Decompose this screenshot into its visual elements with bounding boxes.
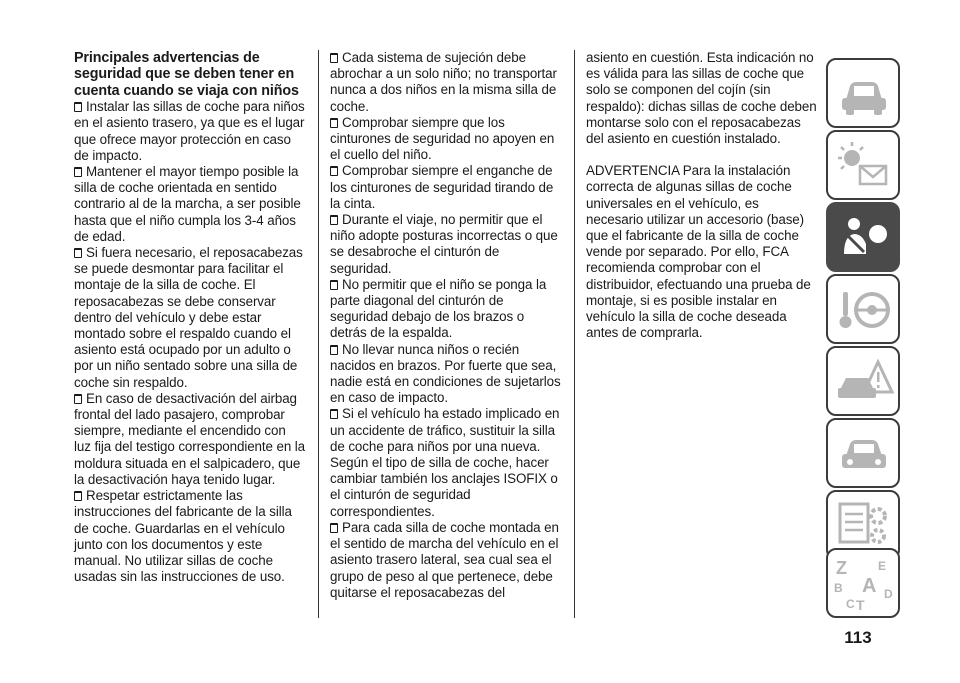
chapter-tab-emergency[interactable] (826, 346, 900, 416)
safety-item (330, 406, 562, 519)
safety-item-text: En caso de desactivación del airbag frontal del lado pasajero, comprobar siempre, mediante el encendido con luz fija del testigo correspondiente en la moldura situada en el salpicadero, que la desactivación haya tenido lugar. (74, 390, 306, 487)
safety-item-text: Si el vehículo ha estado implicado en un accidente de tráfico, sustituir la silla de coche para niños por una nueva. Según el tipo de silla de coche, hacer cambiar también los anclajes ISOFIX o el cinturón de seguridad correspondientes. (330, 406, 560, 519)
safety-item-text: No llevar nunca niños o recién nacidos en brazos. Por fuerte que sea, nadie está en condiciones de sujetarlos en caso de impacto. (330, 341, 561, 406)
index-letter: C (846, 597, 855, 611)
safety-list-2 (330, 50, 562, 601)
bullet-icon (330, 409, 338, 419)
safety-item (330, 50, 562, 115)
safety-item (330, 277, 562, 342)
safety-item-text: Durante el viaje, no permitir que el niño adopte posturas incorrectas o que se desabroche el cinturón de seguridad. (330, 212, 558, 276)
safety-item (330, 520, 562, 601)
safety-item (74, 99, 306, 164)
column-divider (318, 50, 319, 618)
bullet-icon (330, 53, 338, 63)
safety-item (330, 212, 562, 277)
bullet-icon (74, 102, 82, 112)
maintenance-car-icon (828, 420, 898, 486)
safety-item-text: Instalar las sillas de coche para niños en el asiento trasero, ya que es el lugar que ofrece mayor protección en caso de impacto. (74, 99, 305, 163)
safety-item (330, 163, 562, 212)
bullet-icon (74, 167, 82, 177)
chapter-tab-warning-lights[interactable] (826, 130, 900, 200)
index-letter: T (856, 597, 865, 613)
text-column-3 (586, 50, 818, 341)
safety-item-text: Mantener el mayor tiempo posible la silla de coche orientada en sentido contrario al de la marcha, a ser posible hasta que el niño cumpla los 3-4 años de edad. (74, 164, 301, 244)
safety-item-text: Respetar estrictamente las instrucciones del fabricante de la silla de coche. Guardarlas en el vehículo junto con los documentos y este manual. No utilizar sillas de coche usadas sin las instrucciones de uso. (74, 488, 292, 585)
index-letter: E (878, 559, 887, 573)
safety-item (74, 245, 306, 391)
warning-lights-message-icon (828, 132, 898, 198)
bullet-icon (330, 345, 338, 355)
chapter-tab-index[interactable] (826, 548, 900, 618)
safety-item-text: Comprobar siempre el enganche de los cinturones de seguridad tirando de la cinta. (330, 163, 554, 211)
breakdown-warning-triangle-icon (828, 348, 898, 414)
bullet-icon (330, 118, 338, 128)
continued-paragraph: asiento en cuestión. Esta indicación no es válida para las sillas de coche que solo se componen del cojín (sin respaldo): dichas sillas de coche deben montarse solo con el reposacabezas del asiento en cuestión instalado. (586, 50, 817, 147)
page-number: 113 (844, 628, 872, 647)
warning-paragraph: ADVERTENCIA Para la instalación correcta de algunas sillas de coche universales en el vehículo, es necesario utilizar un accesorio (base) que el fabricante de la silla de coche vende por separado. Por ello, FCA recomienda comprobar con el distribuidor, efectuando una prueba de montaje, si es posible instalar en vehículo la silla de coche deseada antes de comprarla. (586, 163, 811, 341)
car-front-icon (828, 60, 898, 126)
chapter-tab-starting-driving[interactable] (826, 274, 900, 344)
bullet-icon (74, 491, 82, 501)
safety-item-text: Cada sistema de sujeción debe abrochar a un solo niño; no transportar nunca a dos niños en la misma silla de coche. (330, 50, 557, 114)
safety-item-text: Si fuera necesario, el reposacabezas se puede desmontar para facilitar el montaje de la silla de coche. El reposacabezas se debe conservar dentro del vehículo y debe estar montado sobre el respaldo cuando el asiento está ocupado por un adulto o por un niño sentado sobre una silla de coche sin respaldo. (74, 245, 303, 390)
index-letter: B (834, 581, 843, 595)
bullet-icon (74, 394, 82, 404)
bullet-icon (74, 248, 82, 258)
safety-item (74, 391, 306, 488)
key-steering-wheel-icon (828, 276, 898, 342)
safety-item (74, 164, 306, 245)
bullet-icon (330, 215, 338, 225)
bullet-icon (330, 523, 338, 533)
index-letter: A (862, 575, 877, 597)
chapter-tab-maintenance[interactable] (826, 418, 900, 488)
section-heading: Principales advertencias de seguridad que se deben tener en cuenta cuando se viaja con niños (74, 50, 299, 99)
alphabetical-index-icon (828, 550, 898, 616)
text-column-1 (74, 50, 306, 585)
safety-item-text: Comprobar siempre que los cinturones de seguridad no apoyen en el cuello del niño. (330, 114, 555, 163)
chapter-tab-car[interactable] (826, 58, 900, 128)
safety-item (330, 342, 562, 407)
seat-belt-airbag-icon (828, 204, 898, 270)
chapter-tab-safety[interactable] (826, 202, 900, 272)
bullet-icon (330, 166, 338, 176)
safety-item-text: Para cada silla de coche montada en el sentido de marcha del vehículo en el asiento trasero lateral, sea cual sea el grupo de peso al que pertenece, debe quitarse el reposacabezas del (330, 519, 559, 600)
safety-list-1 (74, 99, 306, 585)
column-divider (574, 50, 575, 618)
bullet-icon (330, 280, 338, 290)
index-letter: Z (836, 558, 847, 578)
safety-item-text: No permitir que el niño se ponga la parte diagonal del cinturón de seguridad debajo de los brazos o detrás de la espalda. (330, 276, 547, 341)
safety-item (330, 115, 562, 164)
text-column-2 (330, 50, 562, 601)
index-letter: D (884, 587, 893, 601)
safety-item (74, 488, 306, 585)
